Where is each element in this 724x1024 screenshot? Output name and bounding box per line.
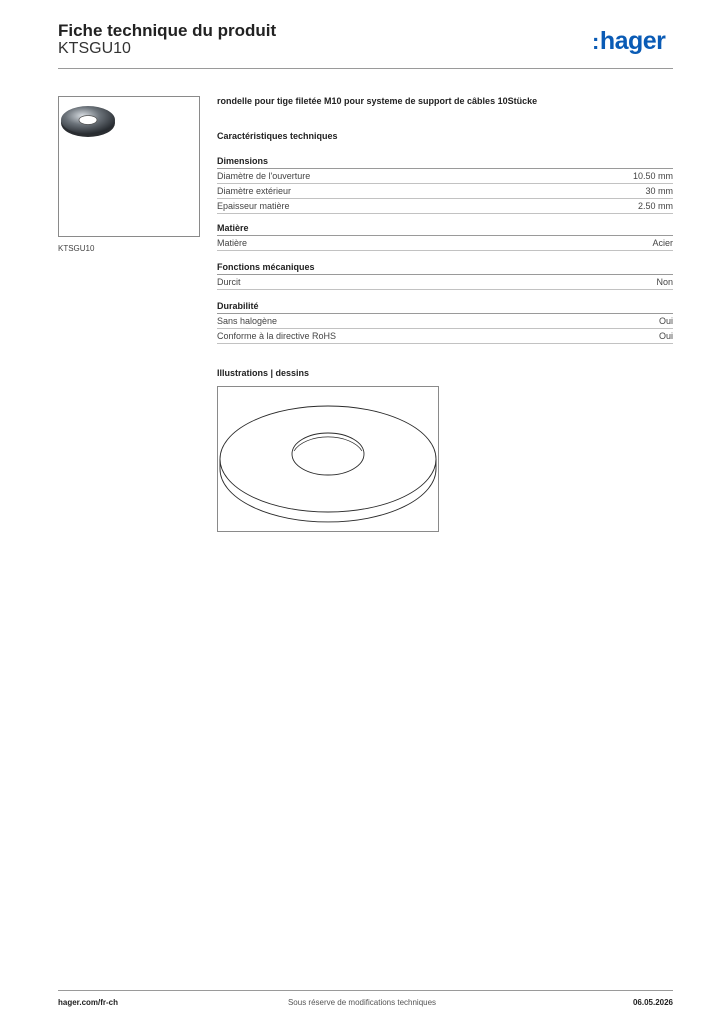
section-title: Fonctions mécaniques — [217, 260, 673, 275]
washer-photo-icon — [59, 97, 199, 236]
logo-colon-mark: : — [592, 29, 599, 54]
spec-row — [217, 236, 673, 251]
spec-label: Epaisseur matière — [217, 201, 290, 211]
spec-label: Matière — [217, 238, 248, 248]
product-photo-caption: KTSGU10 — [58, 244, 95, 253]
footer-website-link[interactable]: hager.com/fr-ch — [58, 998, 119, 1007]
spec-label: Diamètre extérieur — [217, 186, 292, 196]
illustrations-heading: Illustrations | dessins — [217, 368, 310, 378]
hager-logo — [592, 27, 665, 56]
spec-row — [217, 199, 673, 214]
spec-value: Non — [656, 277, 673, 287]
section-matiere — [217, 221, 673, 251]
spec-row — [217, 314, 673, 329]
section-durabilite — [217, 299, 673, 344]
header-divider — [58, 68, 673, 69]
spec-row — [217, 184, 673, 199]
section-dimensions — [217, 154, 673, 214]
spec-row — [217, 275, 673, 290]
spec-label: Conforme à la directive RoHS — [217, 331, 337, 341]
product-description: rondelle pour tige filetée M10 pour systeme de support de câbles 10Stücke — [217, 96, 538, 106]
page-title: Fiche technique du produit — [58, 21, 277, 40]
spec-row — [217, 329, 673, 344]
section-title: Dimensions — [217, 154, 673, 169]
footer-date: 06.05.2026 — [632, 998, 673, 1007]
spec-value: Oui — [658, 316, 673, 326]
footer-disclaimer: Sous réserve de modifications techniques — [287, 998, 437, 1007]
spec-value: Acier — [652, 238, 673, 248]
logo-text: hager — [599, 27, 666, 55]
spec-label: Diamètre de l'ouverture — [217, 171, 311, 181]
spec-label: Sans halogène — [217, 316, 278, 326]
washer-line-drawing-icon — [218, 387, 438, 531]
section-fonctions-mecaniques — [217, 260, 673, 290]
section-title: Durabilité — [217, 299, 673, 314]
product-reference: KTSGU10 — [58, 40, 131, 57]
spec-value: 2.50 mm — [637, 201, 673, 211]
section-title: Matière — [217, 221, 673, 236]
spec-value: 10.50 mm — [632, 171, 673, 181]
spec-value: Oui — [658, 331, 673, 341]
product-photo — [58, 96, 200, 237]
technical-drawing — [217, 386, 439, 532]
spec-label: Durcit — [217, 277, 241, 287]
technical-heading: Caractéristiques techniques — [217, 131, 338, 141]
spec-row — [217, 169, 673, 184]
spec-value: 30 mm — [645, 186, 673, 196]
footer-divider — [58, 990, 673, 991]
